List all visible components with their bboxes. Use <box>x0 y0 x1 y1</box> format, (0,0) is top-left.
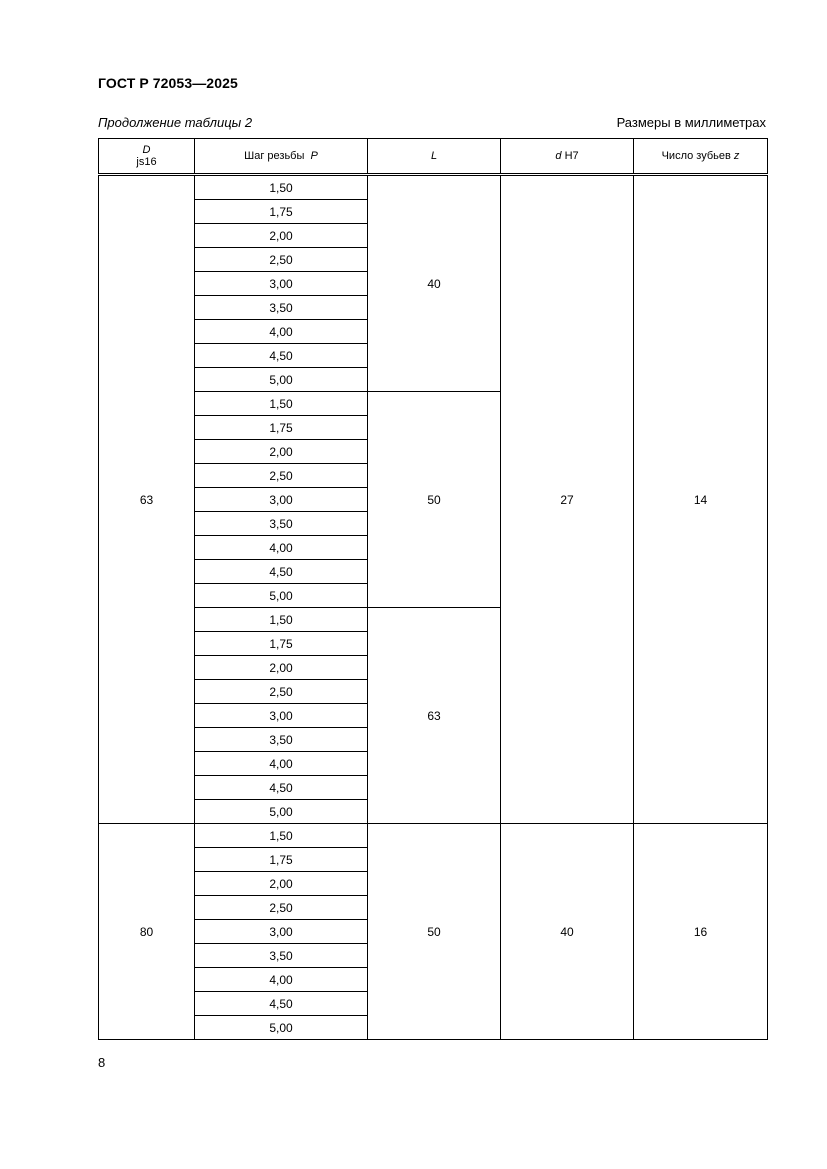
header-l <box>368 139 501 175</box>
header-teeth-symbol: z <box>733 150 740 162</box>
cell-pitch: 1,75 <box>195 848 368 872</box>
cell-pitch: 2,50 <box>195 248 368 272</box>
cell-pitch: 3,50 <box>195 296 368 320</box>
cell-pitch: 1,50 <box>195 824 368 848</box>
table-continuation-caption: Продолжение таблицы 2 <box>98 115 253 130</box>
header-dh7-symbol: d <box>555 150 562 162</box>
cell-d: 63 <box>99 175 195 824</box>
cell-pitch: 3,50 <box>195 944 368 968</box>
header-l-symbol: L <box>430 150 438 162</box>
cell-pitch: 4,50 <box>195 344 368 368</box>
cell-pitch: 4,00 <box>195 320 368 344</box>
cell-pitch: 3,00 <box>195 920 368 944</box>
cell-pitch: 1,75 <box>195 200 368 224</box>
header-dh7 <box>501 139 634 175</box>
cell-pitch: 3,00 <box>195 704 368 728</box>
cell-teeth: 16 <box>634 824 768 1040</box>
cell-pitch: 2,50 <box>195 464 368 488</box>
cell-l: 50 <box>368 824 501 1040</box>
cell-pitch: 1,50 <box>195 608 368 632</box>
cell-pitch: 4,00 <box>195 536 368 560</box>
units-caption: Размеры в миллиметрах <box>616 115 766 130</box>
header-d <box>99 139 195 175</box>
document-code: ГОСТ Р 72053—2025 <box>98 75 238 91</box>
cell-dh7: 27 <box>501 175 634 824</box>
header-dh7-tolerance: H7 <box>564 150 579 162</box>
header-teeth <box>634 139 768 175</box>
cell-pitch: 4,50 <box>195 560 368 584</box>
dimensions-table <box>98 138 768 1040</box>
cell-pitch: 3,50 <box>195 512 368 536</box>
cell-pitch: 5,00 <box>195 1016 368 1040</box>
cell-l: 40 <box>368 175 501 392</box>
cell-pitch: 2,50 <box>195 896 368 920</box>
page-number: 8 <box>98 1055 106 1070</box>
cell-pitch: 1,75 <box>195 416 368 440</box>
cell-pitch: 3,00 <box>195 488 368 512</box>
table-body <box>99 175 768 1040</box>
header-teeth-label: Число зубьев <box>661 150 731 162</box>
cell-d: 80 <box>99 824 195 1040</box>
header-d-symbol: D <box>142 144 151 156</box>
cell-pitch: 3,00 <box>195 272 368 296</box>
cell-pitch: 2,00 <box>195 872 368 896</box>
cell-pitch: 4,00 <box>195 752 368 776</box>
cell-pitch: 1,75 <box>195 632 368 656</box>
cell-dh7: 40 <box>501 824 634 1040</box>
cell-pitch: 1,50 <box>195 392 368 416</box>
cell-l: 50 <box>368 392 501 608</box>
cell-l: 63 <box>368 608 501 824</box>
cell-pitch: 5,00 <box>195 800 368 824</box>
cell-pitch: 2,50 <box>195 680 368 704</box>
cell-pitch: 2,00 <box>195 656 368 680</box>
cell-pitch: 5,00 <box>195 584 368 608</box>
table-header-row <box>99 139 768 175</box>
cell-pitch: 2,00 <box>195 224 368 248</box>
cell-teeth: 14 <box>634 175 768 824</box>
cell-pitch: 3,50 <box>195 728 368 752</box>
cell-pitch: 4,00 <box>195 968 368 992</box>
table-row <box>99 824 768 848</box>
cell-pitch: 5,00 <box>195 368 368 392</box>
cell-pitch: 4,50 <box>195 992 368 1016</box>
cell-pitch: 4,50 <box>195 776 368 800</box>
header-d-tolerance: js16 <box>136 156 157 168</box>
cell-pitch: 2,00 <box>195 440 368 464</box>
header-pitch <box>195 139 368 175</box>
cell-pitch: 1,50 <box>195 175 368 200</box>
header-pitch-label: Шаг резьбы <box>244 150 305 162</box>
header-pitch-symbol: P <box>310 150 318 162</box>
table-row <box>99 175 768 200</box>
